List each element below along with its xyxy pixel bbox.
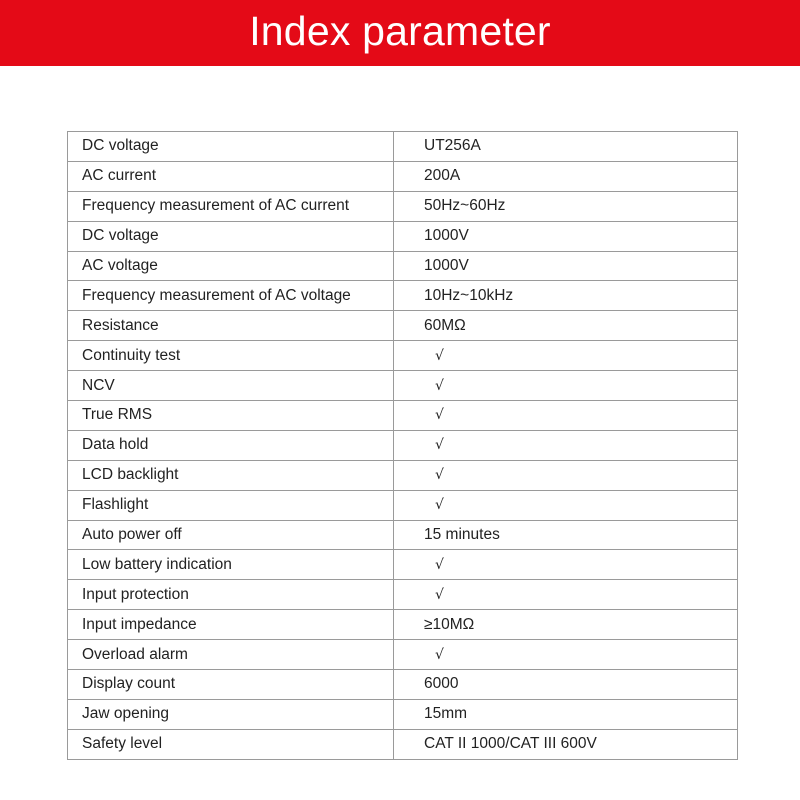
check-mark-cell: √ xyxy=(394,460,738,490)
table-row xyxy=(68,132,738,162)
value-cell: ≥10MΩ xyxy=(394,610,738,640)
parameter-cell: DC voltage xyxy=(68,221,394,251)
table-row xyxy=(68,430,738,460)
value-cell: 200A xyxy=(394,161,738,191)
parameter-cell: Auto power off xyxy=(68,520,394,550)
value-cell: CAT II 1000/CAT III 600V xyxy=(394,729,738,759)
check-mark-cell: √ xyxy=(394,490,738,520)
parameter-cell: Display count xyxy=(68,670,394,700)
table-row xyxy=(68,281,738,311)
parameter-cell: Jaw opening xyxy=(68,699,394,729)
spec-table-body xyxy=(68,132,738,760)
header-banner xyxy=(0,0,800,66)
parameter-cell: Frequency measurement of AC current xyxy=(68,191,394,221)
parameter-cell: AC current xyxy=(68,161,394,191)
table-row xyxy=(68,401,738,431)
parameter-cell: Overload alarm xyxy=(68,640,394,670)
table-row xyxy=(68,670,738,700)
parameter-cell: Input impedance xyxy=(68,610,394,640)
table-row xyxy=(68,550,738,580)
value-cell: 50Hz~60Hz xyxy=(394,191,738,221)
value-cell: 1000V xyxy=(394,251,738,281)
parameter-cell: Frequency measurement of AC voltage xyxy=(68,281,394,311)
parameter-cell: Safety level xyxy=(68,729,394,759)
table-row xyxy=(68,251,738,281)
table-row xyxy=(68,640,738,670)
spec-table xyxy=(67,131,738,760)
value-cell: 1000V xyxy=(394,221,738,251)
table-row xyxy=(68,580,738,610)
check-mark-cell: √ xyxy=(394,371,738,401)
check-mark-cell: √ xyxy=(394,640,738,670)
table-row xyxy=(68,610,738,640)
value-cell: 60MΩ xyxy=(394,311,738,341)
parameter-cell: LCD backlight xyxy=(68,460,394,490)
check-mark-cell: √ xyxy=(394,550,738,580)
parameter-cell: Resistance xyxy=(68,311,394,341)
table-row xyxy=(68,341,738,371)
parameter-cell: AC voltage xyxy=(68,251,394,281)
parameter-cell: Low battery indication xyxy=(68,550,394,580)
parameter-cell: Flashlight xyxy=(68,490,394,520)
table-row xyxy=(68,460,738,490)
parameter-cell: NCV xyxy=(68,371,394,401)
parameter-cell: True RMS xyxy=(68,401,394,431)
value-cell: UT256A xyxy=(394,132,738,162)
table-row xyxy=(68,161,738,191)
check-mark-cell: √ xyxy=(394,341,738,371)
parameter-cell: Input protection xyxy=(68,580,394,610)
check-mark-cell: √ xyxy=(394,401,738,431)
parameter-cell: Data hold xyxy=(68,430,394,460)
table-row xyxy=(68,699,738,729)
table-row xyxy=(68,371,738,401)
value-cell: 10Hz~10kHz xyxy=(394,281,738,311)
value-cell: 6000 xyxy=(394,670,738,700)
value-cell: 15mm xyxy=(394,699,738,729)
table-row xyxy=(68,311,738,341)
check-mark-cell: √ xyxy=(394,430,738,460)
page-title: Index parameter xyxy=(249,7,551,54)
table-row xyxy=(68,490,738,520)
parameter-cell: DC voltage xyxy=(68,132,394,162)
table-row xyxy=(68,221,738,251)
check-mark-cell: √ xyxy=(394,580,738,610)
parameter-cell: Continuity test xyxy=(68,341,394,371)
table-row xyxy=(68,191,738,221)
table-row xyxy=(68,729,738,759)
value-cell: 15 minutes xyxy=(394,520,738,550)
table-row xyxy=(68,520,738,550)
